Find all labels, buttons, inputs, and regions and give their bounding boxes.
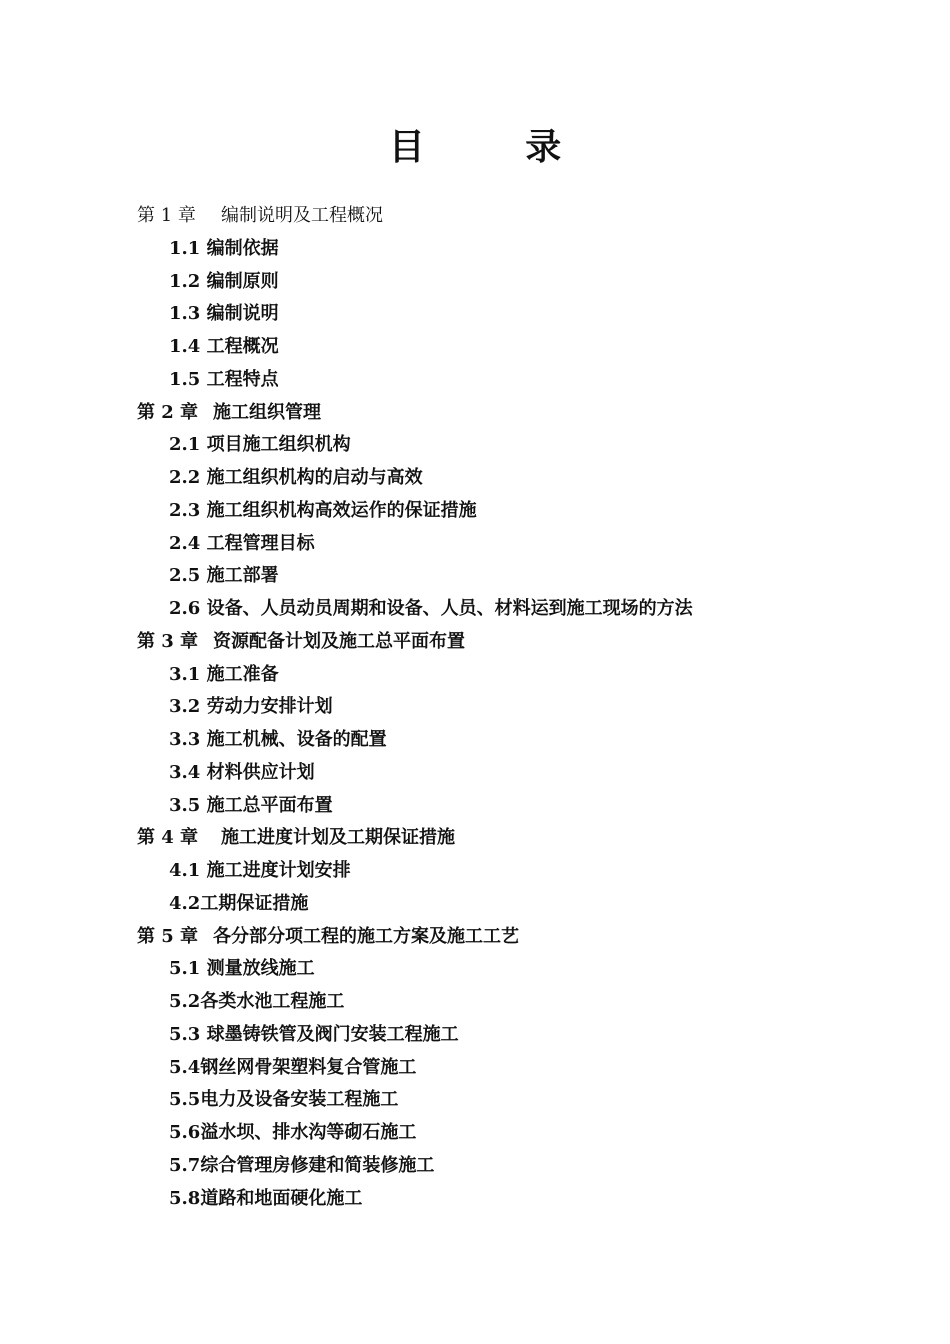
toc-section-entry[interactable]: 3.3 施工机械、设备的配置 <box>169 729 387 750</box>
toc-section-entry[interactable]: 1.5 工程特点 <box>169 368 279 390</box>
toc-chapter-entry[interactable] <box>137 921 897 954</box>
toc-chapter-number: 第 3 章 <box>137 630 199 652</box>
toc-chapter-entry[interactable] <box>137 822 897 855</box>
toc-chapter-entry[interactable] <box>137 200 897 233</box>
toc-section-entry[interactable]: 2.1 项目施工组织机构 <box>169 434 351 456</box>
toc-section-entry[interactable]: 1.4 工程概况 <box>169 336 279 357</box>
page-title: 目 录 <box>388 126 606 168</box>
toc-section-entry[interactable]: 5.4钢丝网骨架塑料复合管施工 <box>169 1056 417 1078</box>
toc-section-entry[interactable]: 5.6溢水坝、排水沟等砌石施工 <box>169 1122 417 1143</box>
toc-chapter-entry[interactable] <box>137 397 897 430</box>
toc-chapter-entry[interactable] <box>137 626 897 659</box>
toc-chapter-title: 资源配备计划及施工总平面布置 <box>213 630 465 652</box>
toc-section-entry[interactable]: 3.2 劳动力安排计划 <box>169 696 333 718</box>
toc-section-entry[interactable]: 2.5 施工部署 <box>169 565 279 587</box>
toc-section-entry[interactable]: 5.3 球墨铸铁管及阀门安装工程施工 <box>169 1023 459 1045</box>
toc-chapter-number: 第 4 章 <box>137 827 199 849</box>
toc-section-entry[interactable]: 2.2 施工组织机构的启动与高效 <box>169 467 423 488</box>
toc-section-entry[interactable]: 2.6 设备、人员动员周期和设备、人员、材料运到施工现场的方法 <box>169 598 693 619</box>
toc-section-entry[interactable]: 3.5 施工总平面布置 <box>169 794 333 816</box>
toc-section-entry[interactable]: 5.8道路和地面硬化施工 <box>169 1187 363 1209</box>
toc-chapter-number: 第 5 章 <box>137 925 199 947</box>
toc-section-entry[interactable]: 1.1 编制依据 <box>169 237 279 259</box>
toc-section-entry[interactable]: 5.2各类水池工程施工 <box>169 991 345 1012</box>
toc-section-entry[interactable]: 2.4 工程管理目标 <box>169 532 315 554</box>
toc-section-entry[interactable]: 5.1 测量放线施工 <box>169 958 315 980</box>
toc-section-entry[interactable]: 4.2工期保证措施 <box>169 892 309 914</box>
toc-section-entry[interactable]: 3.4 材料供应计划 <box>169 761 315 783</box>
toc-section-entry[interactable]: 4.1 施工进度计划安排 <box>169 860 351 881</box>
toc-section-entry[interactable]: 1.3 编制说明 <box>169 303 279 325</box>
toc-section-entry[interactable]: 1.2 编制原则 <box>169 270 279 292</box>
toc-chapter-number: 第 1 章 <box>137 205 196 226</box>
toc-chapter-title: 各分部分项工程的施工方案及施工工艺 <box>213 925 519 947</box>
table-of-contents <box>137 200 897 1215</box>
toc-chapter-number: 第 2 章 <box>137 401 199 423</box>
toc-section-entry[interactable]: 5.7综合管理房修建和简装修施工 <box>169 1154 435 1176</box>
toc-section-entry[interactable]: 2.3 施工组织机构高效运作的保证措施 <box>169 499 477 521</box>
toc-chapter-title: 施工组织管理 <box>213 401 321 423</box>
toc-section-entry[interactable]: 3.1 施工准备 <box>169 663 279 685</box>
toc-section-entry[interactable]: 5.5电力及设备安装工程施工 <box>169 1089 399 1111</box>
toc-chapter-title: 施工进度计划及工期保证措施 <box>221 827 455 849</box>
toc-chapter-title: 编制说明及工程概况 <box>221 205 383 226</box>
